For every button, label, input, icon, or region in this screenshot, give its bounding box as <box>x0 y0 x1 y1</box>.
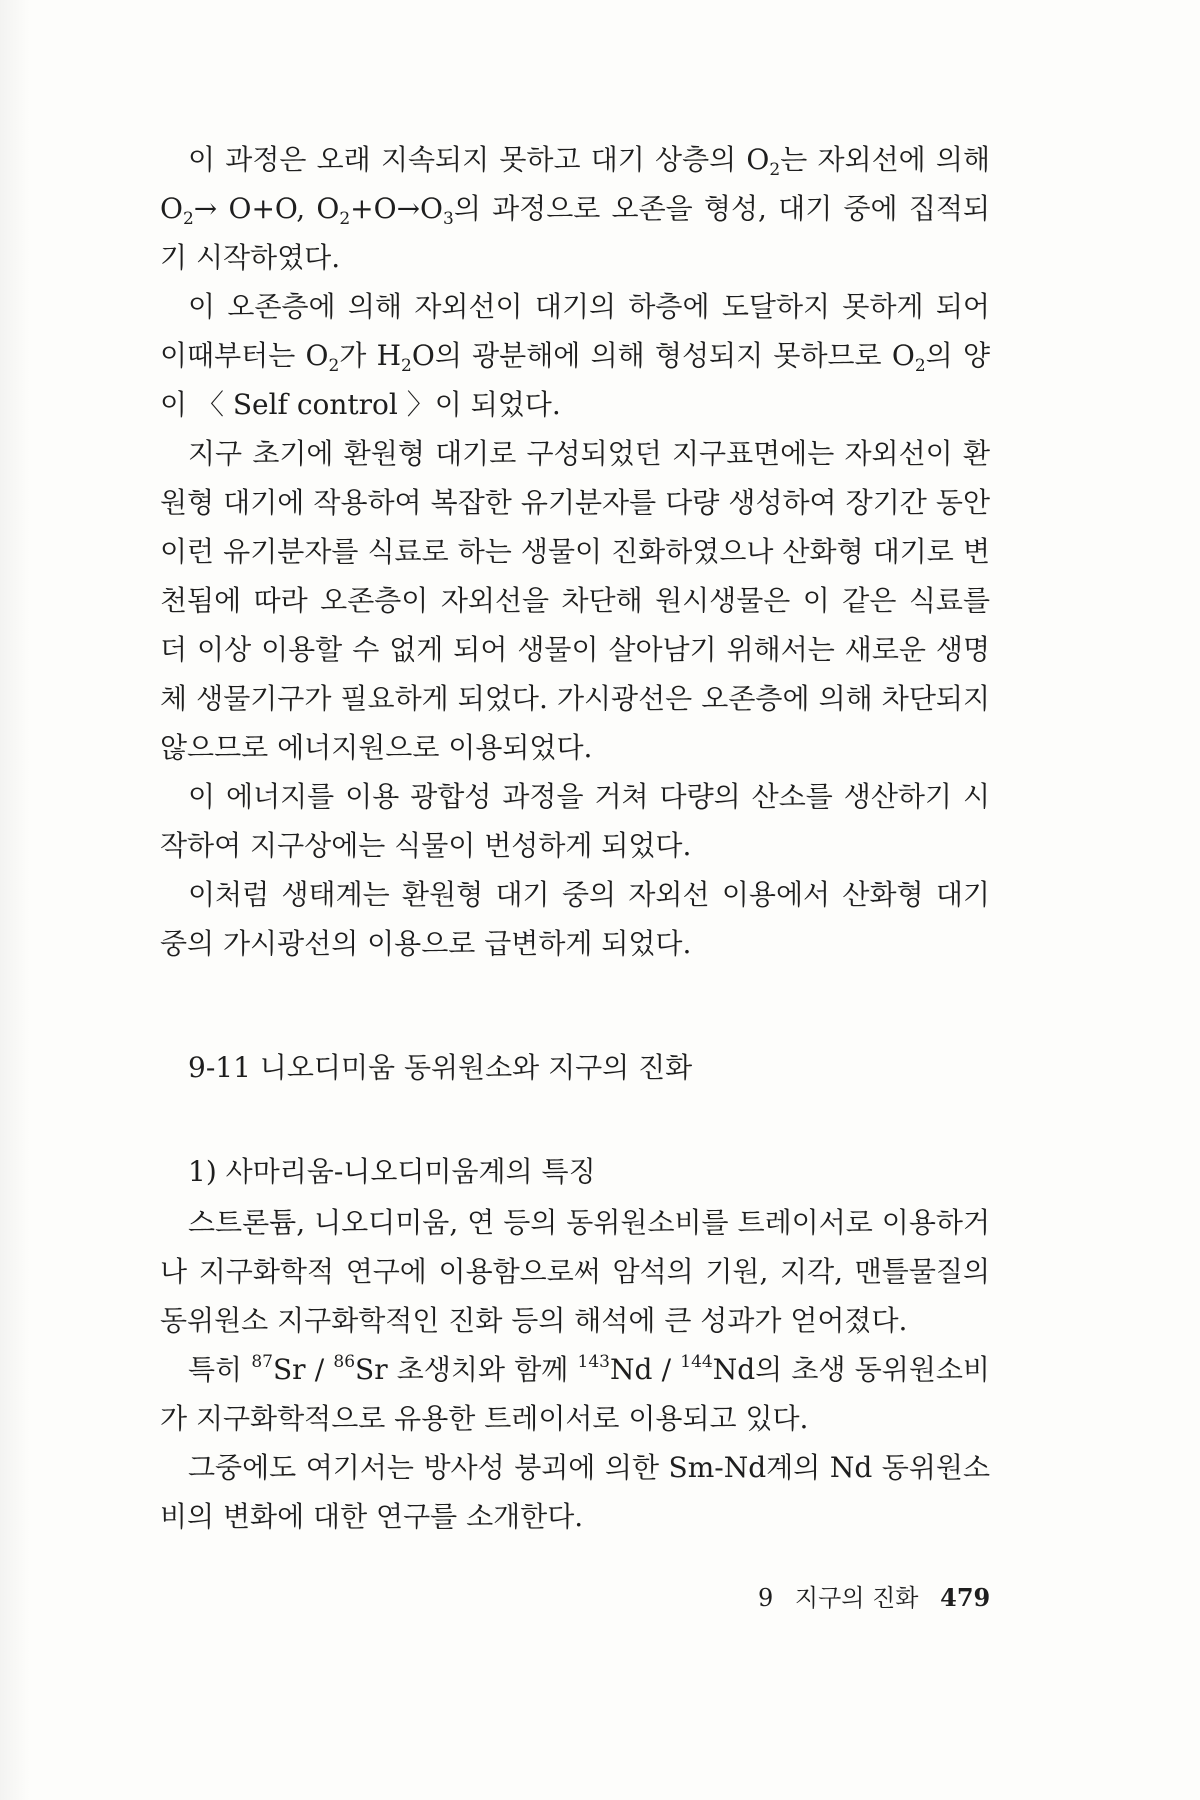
text-run: Nd의 초생 동위원소비가 지구화학적으로 유용한 트레이서로 이용되고 있다. <box>160 1353 990 1435</box>
superscript: 87 <box>251 1352 273 1372</box>
subscript: 3 <box>443 209 454 229</box>
subscript: 2 <box>401 356 412 376</box>
superscript: 86 <box>333 1352 356 1372</box>
text-run: 의 과정으로 오존을 형성, 대기 중에 집적되기 시작하였다. <box>160 192 990 274</box>
page-footer <box>758 1583 990 1613</box>
text-run: 이 과정은 오래 지속되지 못하고 대기 상층의 O <box>188 143 770 176</box>
paragraph-ozone-layer <box>160 282 990 429</box>
paragraph-ozone-formation <box>160 135 990 282</box>
text-run: +O→O <box>350 192 443 225</box>
text-run: 가 H <box>339 339 402 372</box>
text-run: Nd / <box>609 1353 681 1386</box>
text-run: 특히 <box>188 1353 252 1386</box>
subscript: 2 <box>769 160 781 180</box>
section-a-body <box>160 135 990 968</box>
text-run: Sr / <box>272 1353 334 1386</box>
text-run: 의 양이 〈 Self control 〉이 되었다. <box>160 339 990 421</box>
text-run: → O+O, O <box>193 192 340 225</box>
superscript: 144 <box>680 1352 713 1372</box>
page-number: 479 <box>940 1583 991 1612</box>
chapter-number: 9 <box>758 1584 774 1612</box>
paragraph-ecosystem-change: 이처럼 생태계는 환원형 대기 중의 자외선 이용에서 산화형 대기 중의 가시광선의 이용으로 급변하게 되었다. <box>160 878 990 960</box>
text-run: 는 자외선에 의해 O <box>160 143 991 225</box>
section-heading: 9-11 니오디미움 동위원소와 지구의 진화 <box>188 1051 693 1084</box>
superscript: 143 <box>577 1352 610 1372</box>
subscript: 2 <box>914 356 926 376</box>
text-run: 이 오존층에 의해 자외선이 대기의 하층에 도달하지 못하게 되어 이때부터는 O <box>160 290 990 372</box>
text-run: O의 광분해에 의해 형성되지 못하므로 O <box>411 339 915 372</box>
section-b-body <box>160 1198 990 1541</box>
subscript: 2 <box>339 209 351 229</box>
paragraph-isotope-tracers: 스트론튬, 니오디미움, 연 등의 동위원소비를 트레이서로 이용하거나 지구화학적 연구에 이용함으로써 암석의 기원, 지각, 맨틀물질의 동위원소 지구화학적인 진화 등의 해석에 큰 성과가 얻어졌다. <box>160 1206 990 1337</box>
paragraph-initial-ratios <box>160 1345 990 1443</box>
subscript: 2 <box>328 356 340 376</box>
subscript: 2 <box>182 209 194 229</box>
subsection-heading: 1) 사마리움-니오디미움계의 특징 <box>188 1155 596 1188</box>
paragraph-early-earth: 지구 초기에 환원형 대기로 구성되었던 지구표면에는 자외선이 환원형 대기에 작용하여 복잡한 유기분자를 다량 생성하여 장기간 동안 이런 유기분자를 식료로 하는 생물이 진화하였으나 산화형 대기로 변천됨에 따라 오존층이 자외선을 차단해 원시생물은 이 같은 식료를 더 이상 이용할 수 없게 되어 생물이 살아남기 위해서는 새로운 생명체 생물기구가 필요하게 되었다. 가시광선은 오존층에 의해 차단되지 않으므로 에너지원으로 이용되었다. <box>160 437 990 764</box>
paragraph-sm-nd-intro: 그중에도 여기서는 방사성 붕괴에 의한 Sm-Nd계의 Nd 동위원소비의 변화에 대한 연구를 소개한다. <box>160 1451 990 1533</box>
chapter-title: 지구의 진화 <box>794 1584 919 1612</box>
paragraph-photosynthesis: 이 에너지를 이용 광합성 과정을 거쳐 다량의 산소를 생산하기 시작하여 지구상에는 식물이 번성하게 되었다. <box>160 780 990 862</box>
page-edge-shadow <box>0 0 30 1800</box>
text-run: Sr 초생치와 함께 <box>355 1353 578 1386</box>
